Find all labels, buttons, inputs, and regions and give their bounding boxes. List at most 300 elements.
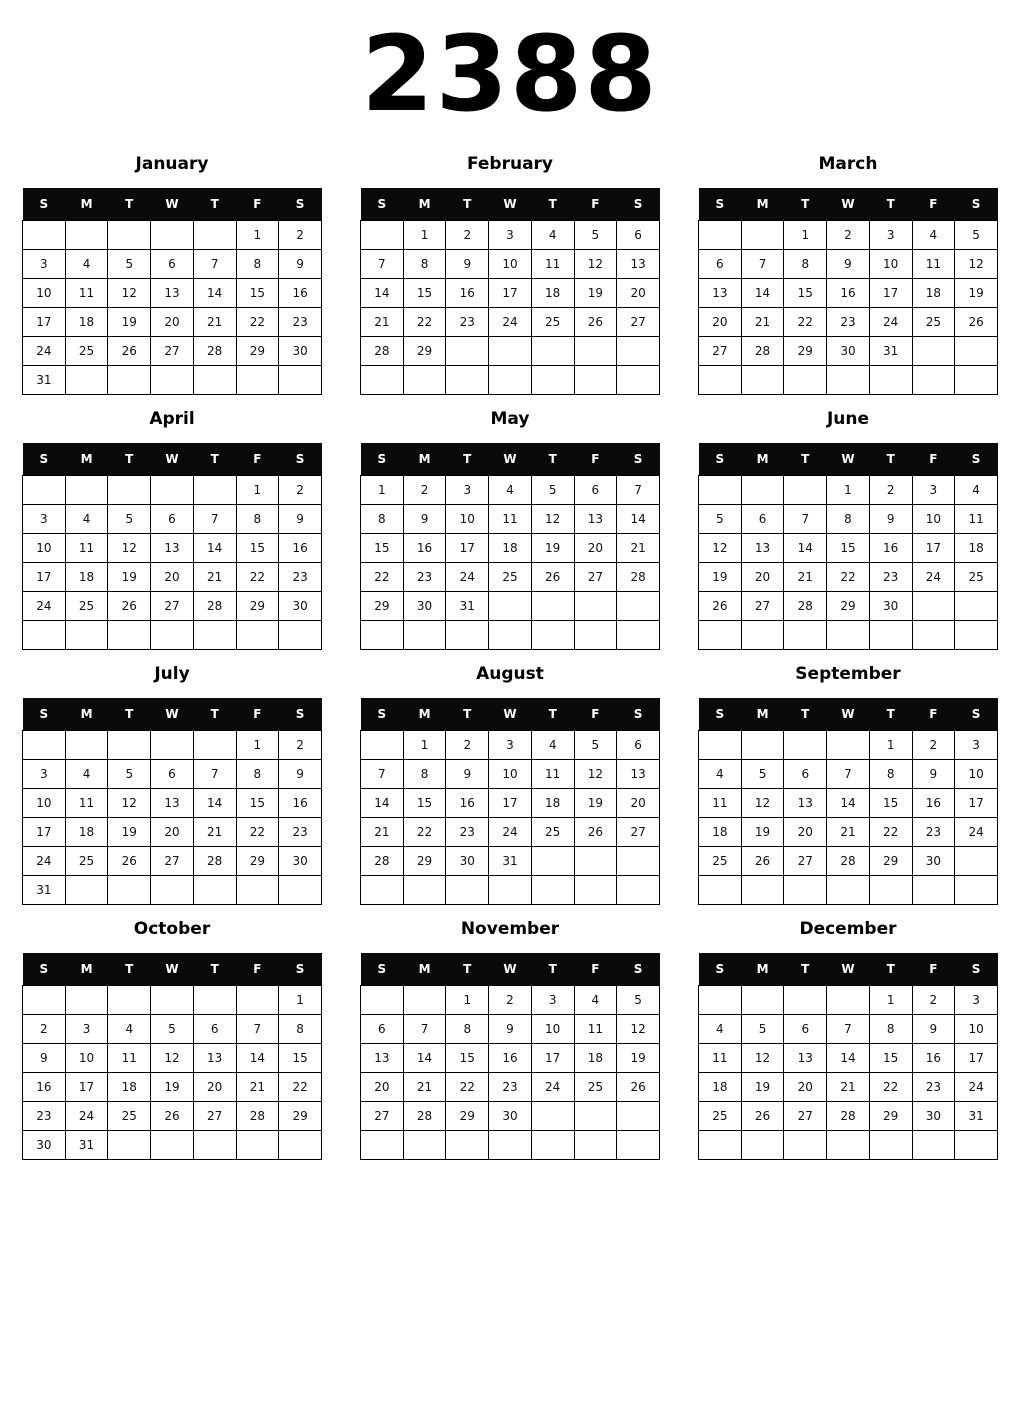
day-cell[interactable]: 6 bbox=[193, 1015, 236, 1044]
day-cell[interactable]: 22 bbox=[236, 308, 279, 337]
day-cell[interactable]: 15 bbox=[361, 534, 404, 563]
day-cell[interactable]: 9 bbox=[446, 250, 489, 279]
day-cell[interactable]: 16 bbox=[912, 789, 955, 818]
day-cell[interactable]: 8 bbox=[403, 250, 446, 279]
day-cell[interactable]: 3 bbox=[23, 250, 66, 279]
day-cell[interactable]: 2 bbox=[403, 476, 446, 505]
day-cell[interactable]: 29 bbox=[784, 337, 827, 366]
day-cell[interactable]: 2 bbox=[489, 986, 532, 1015]
day-cell[interactable]: 15 bbox=[236, 789, 279, 818]
day-cell[interactable]: 25 bbox=[912, 308, 955, 337]
day-cell[interactable]: 27 bbox=[151, 337, 194, 366]
day-cell[interactable]: 22 bbox=[869, 818, 912, 847]
day-cell[interactable]: 20 bbox=[151, 818, 194, 847]
day-cell[interactable]: 18 bbox=[699, 818, 742, 847]
day-cell[interactable]: 5 bbox=[574, 221, 617, 250]
day-cell[interactable]: 12 bbox=[574, 760, 617, 789]
day-cell[interactable]: 21 bbox=[193, 308, 236, 337]
day-cell[interactable]: 25 bbox=[574, 1073, 617, 1102]
day-cell[interactable]: 4 bbox=[574, 986, 617, 1015]
day-cell[interactable]: 13 bbox=[784, 1044, 827, 1073]
day-cell[interactable]: 9 bbox=[23, 1044, 66, 1073]
day-cell[interactable]: 30 bbox=[489, 1102, 532, 1131]
day-cell[interactable]: 25 bbox=[531, 818, 574, 847]
day-cell[interactable]: 13 bbox=[193, 1044, 236, 1073]
day-cell[interactable]: 10 bbox=[65, 1044, 108, 1073]
day-cell[interactable]: 8 bbox=[361, 505, 404, 534]
day-cell[interactable]: 5 bbox=[699, 505, 742, 534]
day-cell[interactable]: 9 bbox=[279, 505, 322, 534]
day-cell[interactable]: 19 bbox=[574, 789, 617, 818]
day-cell[interactable]: 16 bbox=[23, 1073, 66, 1102]
day-cell[interactable]: 16 bbox=[446, 789, 489, 818]
day-cell[interactable]: 1 bbox=[827, 476, 870, 505]
day-cell[interactable]: 20 bbox=[741, 563, 784, 592]
day-cell[interactable]: 18 bbox=[65, 308, 108, 337]
day-cell[interactable]: 22 bbox=[446, 1073, 489, 1102]
day-cell[interactable]: 19 bbox=[108, 563, 151, 592]
day-cell[interactable]: 16 bbox=[403, 534, 446, 563]
day-cell[interactable]: 23 bbox=[827, 308, 870, 337]
day-cell[interactable]: 16 bbox=[279, 534, 322, 563]
day-cell[interactable]: 26 bbox=[741, 847, 784, 876]
day-cell[interactable]: 16 bbox=[912, 1044, 955, 1073]
day-cell[interactable]: 2 bbox=[869, 476, 912, 505]
day-cell[interactable]: 13 bbox=[361, 1044, 404, 1073]
day-cell[interactable]: 16 bbox=[279, 789, 322, 818]
day-cell[interactable]: 27 bbox=[784, 847, 827, 876]
day-cell[interactable]: 1 bbox=[869, 986, 912, 1015]
day-cell[interactable]: 17 bbox=[446, 534, 489, 563]
day-cell[interactable]: 16 bbox=[489, 1044, 532, 1073]
day-cell[interactable]: 28 bbox=[617, 563, 660, 592]
day-cell[interactable]: 31 bbox=[489, 847, 532, 876]
day-cell[interactable]: 28 bbox=[193, 847, 236, 876]
day-cell[interactable]: 1 bbox=[784, 221, 827, 250]
day-cell[interactable]: 25 bbox=[955, 563, 998, 592]
day-cell[interactable]: 5 bbox=[574, 731, 617, 760]
day-cell[interactable]: 7 bbox=[236, 1015, 279, 1044]
day-cell[interactable]: 12 bbox=[955, 250, 998, 279]
day-cell[interactable]: 22 bbox=[827, 563, 870, 592]
day-cell[interactable]: 18 bbox=[65, 818, 108, 847]
day-cell[interactable]: 3 bbox=[869, 221, 912, 250]
day-cell[interactable]: 10 bbox=[531, 1015, 574, 1044]
day-cell[interactable]: 25 bbox=[699, 847, 742, 876]
day-cell[interactable]: 28 bbox=[193, 337, 236, 366]
day-cell[interactable]: 7 bbox=[361, 760, 404, 789]
day-cell[interactable]: 14 bbox=[617, 505, 660, 534]
day-cell[interactable]: 4 bbox=[489, 476, 532, 505]
day-cell[interactable]: 4 bbox=[699, 760, 742, 789]
day-cell[interactable]: 27 bbox=[193, 1102, 236, 1131]
day-cell[interactable]: 29 bbox=[446, 1102, 489, 1131]
day-cell[interactable]: 28 bbox=[741, 337, 784, 366]
day-cell[interactable]: 20 bbox=[617, 279, 660, 308]
day-cell[interactable]: 26 bbox=[108, 847, 151, 876]
day-cell[interactable]: 13 bbox=[617, 250, 660, 279]
day-cell[interactable]: 31 bbox=[869, 337, 912, 366]
day-cell[interactable]: 2 bbox=[279, 221, 322, 250]
day-cell[interactable]: 11 bbox=[531, 250, 574, 279]
day-cell[interactable]: 26 bbox=[699, 592, 742, 621]
day-cell[interactable]: 21 bbox=[827, 818, 870, 847]
day-cell[interactable]: 19 bbox=[699, 563, 742, 592]
day-cell[interactable]: 2 bbox=[279, 476, 322, 505]
day-cell[interactable]: 19 bbox=[617, 1044, 660, 1073]
day-cell[interactable]: 29 bbox=[236, 337, 279, 366]
day-cell[interactable]: 10 bbox=[23, 789, 66, 818]
day-cell[interactable]: 19 bbox=[151, 1073, 194, 1102]
day-cell[interactable]: 6 bbox=[617, 731, 660, 760]
day-cell[interactable]: 27 bbox=[361, 1102, 404, 1131]
day-cell[interactable]: 5 bbox=[151, 1015, 194, 1044]
day-cell[interactable]: 25 bbox=[65, 337, 108, 366]
day-cell[interactable]: 5 bbox=[617, 986, 660, 1015]
day-cell[interactable]: 21 bbox=[193, 818, 236, 847]
day-cell[interactable]: 15 bbox=[869, 789, 912, 818]
day-cell[interactable]: 2 bbox=[23, 1015, 66, 1044]
day-cell[interactable]: 21 bbox=[361, 818, 404, 847]
day-cell[interactable]: 14 bbox=[784, 534, 827, 563]
day-cell[interactable]: 30 bbox=[912, 847, 955, 876]
day-cell[interactable]: 12 bbox=[108, 279, 151, 308]
day-cell[interactable]: 9 bbox=[279, 250, 322, 279]
day-cell[interactable]: 21 bbox=[193, 563, 236, 592]
day-cell[interactable]: 5 bbox=[531, 476, 574, 505]
day-cell[interactable]: 1 bbox=[403, 221, 446, 250]
day-cell[interactable]: 15 bbox=[827, 534, 870, 563]
day-cell[interactable]: 3 bbox=[531, 986, 574, 1015]
day-cell[interactable]: 8 bbox=[784, 250, 827, 279]
day-cell[interactable]: 11 bbox=[699, 1044, 742, 1073]
day-cell[interactable]: 26 bbox=[108, 337, 151, 366]
day-cell[interactable]: 23 bbox=[869, 563, 912, 592]
day-cell[interactable]: 5 bbox=[108, 760, 151, 789]
day-cell[interactable]: 6 bbox=[151, 760, 194, 789]
day-cell[interactable]: 24 bbox=[65, 1102, 108, 1131]
day-cell[interactable]: 12 bbox=[741, 1044, 784, 1073]
day-cell[interactable]: 30 bbox=[869, 592, 912, 621]
day-cell[interactable]: 9 bbox=[912, 1015, 955, 1044]
day-cell[interactable]: 28 bbox=[236, 1102, 279, 1131]
day-cell[interactable]: 13 bbox=[741, 534, 784, 563]
day-cell[interactable]: 20 bbox=[784, 818, 827, 847]
day-cell[interactable]: 22 bbox=[403, 818, 446, 847]
day-cell[interactable]: 17 bbox=[23, 818, 66, 847]
day-cell[interactable]: 27 bbox=[151, 592, 194, 621]
day-cell[interactable]: 6 bbox=[699, 250, 742, 279]
day-cell[interactable]: 29 bbox=[236, 592, 279, 621]
day-cell[interactable]: 12 bbox=[699, 534, 742, 563]
day-cell[interactable]: 21 bbox=[741, 308, 784, 337]
day-cell[interactable]: 1 bbox=[403, 731, 446, 760]
day-cell[interactable]: 20 bbox=[361, 1073, 404, 1102]
day-cell[interactable]: 30 bbox=[279, 337, 322, 366]
day-cell[interactable]: 8 bbox=[236, 250, 279, 279]
day-cell[interactable]: 13 bbox=[699, 279, 742, 308]
day-cell[interactable]: 24 bbox=[23, 337, 66, 366]
day-cell[interactable]: 15 bbox=[279, 1044, 322, 1073]
day-cell[interactable]: 23 bbox=[489, 1073, 532, 1102]
day-cell[interactable]: 26 bbox=[531, 563, 574, 592]
day-cell[interactable]: 6 bbox=[574, 476, 617, 505]
day-cell[interactable]: 30 bbox=[446, 847, 489, 876]
day-cell[interactable]: 18 bbox=[489, 534, 532, 563]
day-cell[interactable]: 17 bbox=[65, 1073, 108, 1102]
day-cell[interactable]: 7 bbox=[193, 505, 236, 534]
day-cell[interactable]: 4 bbox=[65, 760, 108, 789]
day-cell[interactable]: 6 bbox=[784, 1015, 827, 1044]
day-cell[interactable]: 2 bbox=[912, 986, 955, 1015]
day-cell[interactable]: 24 bbox=[869, 308, 912, 337]
day-cell[interactable]: 26 bbox=[574, 818, 617, 847]
day-cell[interactable]: 29 bbox=[403, 337, 446, 366]
day-cell[interactable]: 15 bbox=[236, 534, 279, 563]
day-cell[interactable]: 3 bbox=[955, 731, 998, 760]
day-cell[interactable]: 19 bbox=[741, 818, 784, 847]
day-cell[interactable]: 8 bbox=[236, 760, 279, 789]
day-cell[interactable]: 23 bbox=[279, 563, 322, 592]
day-cell[interactable]: 10 bbox=[955, 1015, 998, 1044]
day-cell[interactable]: 22 bbox=[869, 1073, 912, 1102]
day-cell[interactable]: 17 bbox=[23, 563, 66, 592]
day-cell[interactable]: 19 bbox=[108, 818, 151, 847]
day-cell[interactable]: 10 bbox=[446, 505, 489, 534]
day-cell[interactable]: 29 bbox=[236, 847, 279, 876]
day-cell[interactable]: 3 bbox=[489, 731, 532, 760]
day-cell[interactable]: 17 bbox=[869, 279, 912, 308]
day-cell[interactable]: 14 bbox=[741, 279, 784, 308]
day-cell[interactable]: 26 bbox=[151, 1102, 194, 1131]
day-cell[interactable]: 30 bbox=[279, 847, 322, 876]
day-cell[interactable]: 8 bbox=[869, 760, 912, 789]
day-cell[interactable]: 10 bbox=[955, 760, 998, 789]
day-cell[interactable]: 23 bbox=[912, 1073, 955, 1102]
day-cell[interactable]: 23 bbox=[446, 818, 489, 847]
day-cell[interactable]: 1 bbox=[869, 731, 912, 760]
day-cell[interactable]: 16 bbox=[446, 279, 489, 308]
day-cell[interactable]: 7 bbox=[193, 760, 236, 789]
day-cell[interactable]: 15 bbox=[236, 279, 279, 308]
day-cell[interactable]: 17 bbox=[955, 789, 998, 818]
day-cell[interactable]: 14 bbox=[236, 1044, 279, 1073]
day-cell[interactable]: 22 bbox=[361, 563, 404, 592]
day-cell[interactable]: 18 bbox=[574, 1044, 617, 1073]
day-cell[interactable]: 29 bbox=[827, 592, 870, 621]
day-cell[interactable]: 15 bbox=[446, 1044, 489, 1073]
day-cell[interactable]: 24 bbox=[489, 308, 532, 337]
day-cell[interactable]: 19 bbox=[741, 1073, 784, 1102]
day-cell[interactable]: 3 bbox=[955, 986, 998, 1015]
day-cell[interactable]: 10 bbox=[912, 505, 955, 534]
day-cell[interactable]: 11 bbox=[65, 534, 108, 563]
day-cell[interactable]: 4 bbox=[912, 221, 955, 250]
day-cell[interactable]: 18 bbox=[65, 563, 108, 592]
day-cell[interactable]: 20 bbox=[784, 1073, 827, 1102]
day-cell[interactable]: 24 bbox=[912, 563, 955, 592]
day-cell[interactable]: 9 bbox=[489, 1015, 532, 1044]
day-cell[interactable]: 14 bbox=[193, 789, 236, 818]
day-cell[interactable]: 11 bbox=[912, 250, 955, 279]
day-cell[interactable]: 29 bbox=[869, 1102, 912, 1131]
day-cell[interactable]: 21 bbox=[236, 1073, 279, 1102]
day-cell[interactable]: 28 bbox=[403, 1102, 446, 1131]
day-cell[interactable]: 9 bbox=[912, 760, 955, 789]
day-cell[interactable]: 27 bbox=[574, 563, 617, 592]
day-cell[interactable]: 18 bbox=[912, 279, 955, 308]
day-cell[interactable]: 7 bbox=[827, 760, 870, 789]
day-cell[interactable]: 17 bbox=[489, 279, 532, 308]
day-cell[interactable]: 9 bbox=[279, 760, 322, 789]
day-cell[interactable]: 5 bbox=[741, 1015, 784, 1044]
day-cell[interactable]: 26 bbox=[741, 1102, 784, 1131]
day-cell[interactable]: 15 bbox=[403, 789, 446, 818]
day-cell[interactable]: 17 bbox=[955, 1044, 998, 1073]
day-cell[interactable]: 28 bbox=[361, 337, 404, 366]
day-cell[interactable]: 17 bbox=[531, 1044, 574, 1073]
day-cell[interactable]: 28 bbox=[827, 1102, 870, 1131]
day-cell[interactable]: 17 bbox=[489, 789, 532, 818]
day-cell[interactable]: 26 bbox=[955, 308, 998, 337]
day-cell[interactable]: 10 bbox=[23, 279, 66, 308]
day-cell[interactable]: 4 bbox=[531, 731, 574, 760]
day-cell[interactable]: 13 bbox=[574, 505, 617, 534]
day-cell[interactable]: 12 bbox=[617, 1015, 660, 1044]
day-cell[interactable]: 22 bbox=[236, 818, 279, 847]
day-cell[interactable]: 3 bbox=[912, 476, 955, 505]
day-cell[interactable]: 1 bbox=[361, 476, 404, 505]
day-cell[interactable]: 19 bbox=[531, 534, 574, 563]
day-cell[interactable]: 20 bbox=[151, 563, 194, 592]
day-cell[interactable]: 22 bbox=[403, 308, 446, 337]
day-cell[interactable]: 10 bbox=[489, 250, 532, 279]
day-cell[interactable]: 31 bbox=[955, 1102, 998, 1131]
day-cell[interactable]: 14 bbox=[361, 279, 404, 308]
day-cell[interactable]: 1 bbox=[446, 986, 489, 1015]
day-cell[interactable]: 9 bbox=[403, 505, 446, 534]
day-cell[interactable]: 22 bbox=[784, 308, 827, 337]
day-cell[interactable]: 3 bbox=[23, 505, 66, 534]
day-cell[interactable]: 7 bbox=[784, 505, 827, 534]
day-cell[interactable]: 20 bbox=[699, 308, 742, 337]
day-cell[interactable]: 10 bbox=[869, 250, 912, 279]
day-cell[interactable]: 19 bbox=[574, 279, 617, 308]
day-cell[interactable]: 29 bbox=[279, 1102, 322, 1131]
day-cell[interactable]: 11 bbox=[574, 1015, 617, 1044]
day-cell[interactable]: 12 bbox=[108, 534, 151, 563]
day-cell[interactable]: 29 bbox=[869, 847, 912, 876]
day-cell[interactable]: 23 bbox=[446, 308, 489, 337]
day-cell[interactable]: 7 bbox=[193, 250, 236, 279]
day-cell[interactable]: 11 bbox=[955, 505, 998, 534]
day-cell[interactable]: 24 bbox=[955, 1073, 998, 1102]
day-cell[interactable]: 12 bbox=[531, 505, 574, 534]
day-cell[interactable]: 31 bbox=[446, 592, 489, 621]
day-cell[interactable]: 15 bbox=[869, 1044, 912, 1073]
day-cell[interactable]: 14 bbox=[193, 279, 236, 308]
day-cell[interactable]: 1 bbox=[236, 221, 279, 250]
day-cell[interactable]: 14 bbox=[361, 789, 404, 818]
day-cell[interactable]: 6 bbox=[741, 505, 784, 534]
day-cell[interactable]: 6 bbox=[151, 250, 194, 279]
day-cell[interactable]: 30 bbox=[23, 1131, 66, 1160]
day-cell[interactable]: 30 bbox=[827, 337, 870, 366]
day-cell[interactable]: 12 bbox=[741, 789, 784, 818]
day-cell[interactable]: 11 bbox=[65, 789, 108, 818]
day-cell[interactable]: 7 bbox=[617, 476, 660, 505]
day-cell[interactable]: 14 bbox=[827, 789, 870, 818]
day-cell[interactable]: 6 bbox=[784, 760, 827, 789]
day-cell[interactable]: 4 bbox=[531, 221, 574, 250]
day-cell[interactable]: 28 bbox=[361, 847, 404, 876]
day-cell[interactable]: 7 bbox=[403, 1015, 446, 1044]
day-cell[interactable]: 15 bbox=[784, 279, 827, 308]
day-cell[interactable]: 27 bbox=[617, 818, 660, 847]
day-cell[interactable]: 26 bbox=[574, 308, 617, 337]
day-cell[interactable]: 21 bbox=[403, 1073, 446, 1102]
day-cell[interactable]: 18 bbox=[531, 789, 574, 818]
day-cell[interactable]: 6 bbox=[617, 221, 660, 250]
day-cell[interactable]: 6 bbox=[151, 505, 194, 534]
day-cell[interactable]: 20 bbox=[574, 534, 617, 563]
day-cell[interactable]: 11 bbox=[65, 279, 108, 308]
day-cell[interactable]: 17 bbox=[912, 534, 955, 563]
day-cell[interactable]: 20 bbox=[193, 1073, 236, 1102]
day-cell[interactable]: 5 bbox=[741, 760, 784, 789]
day-cell[interactable]: 23 bbox=[23, 1102, 66, 1131]
day-cell[interactable]: 27 bbox=[784, 1102, 827, 1131]
day-cell[interactable]: 16 bbox=[827, 279, 870, 308]
day-cell[interactable]: 27 bbox=[151, 847, 194, 876]
day-cell[interactable]: 24 bbox=[489, 818, 532, 847]
day-cell[interactable]: 11 bbox=[531, 760, 574, 789]
day-cell[interactable]: 16 bbox=[869, 534, 912, 563]
day-cell[interactable]: 24 bbox=[531, 1073, 574, 1102]
day-cell[interactable]: 7 bbox=[361, 250, 404, 279]
day-cell[interactable]: 23 bbox=[403, 563, 446, 592]
day-cell[interactable]: 18 bbox=[699, 1073, 742, 1102]
day-cell[interactable]: 8 bbox=[827, 505, 870, 534]
day-cell[interactable]: 13 bbox=[151, 279, 194, 308]
day-cell[interactable]: 25 bbox=[65, 592, 108, 621]
day-cell[interactable]: 10 bbox=[23, 534, 66, 563]
day-cell[interactable]: 12 bbox=[151, 1044, 194, 1073]
day-cell[interactable]: 12 bbox=[574, 250, 617, 279]
day-cell[interactable]: 25 bbox=[699, 1102, 742, 1131]
day-cell[interactable]: 29 bbox=[361, 592, 404, 621]
day-cell[interactable]: 11 bbox=[699, 789, 742, 818]
day-cell[interactable]: 20 bbox=[617, 789, 660, 818]
day-cell[interactable]: 11 bbox=[489, 505, 532, 534]
day-cell[interactable]: 4 bbox=[65, 505, 108, 534]
day-cell[interactable]: 8 bbox=[446, 1015, 489, 1044]
day-cell[interactable]: 5 bbox=[108, 250, 151, 279]
day-cell[interactable]: 8 bbox=[279, 1015, 322, 1044]
day-cell[interactable]: 19 bbox=[108, 308, 151, 337]
day-cell[interactable]: 12 bbox=[108, 789, 151, 818]
day-cell[interactable]: 28 bbox=[827, 847, 870, 876]
day-cell[interactable]: 24 bbox=[446, 563, 489, 592]
day-cell[interactable]: 18 bbox=[108, 1073, 151, 1102]
day-cell[interactable]: 25 bbox=[489, 563, 532, 592]
day-cell[interactable]: 14 bbox=[827, 1044, 870, 1073]
day-cell[interactable]: 25 bbox=[531, 308, 574, 337]
day-cell[interactable]: 5 bbox=[108, 505, 151, 534]
day-cell[interactable]: 3 bbox=[489, 221, 532, 250]
day-cell[interactable]: 9 bbox=[869, 505, 912, 534]
day-cell[interactable]: 9 bbox=[827, 250, 870, 279]
